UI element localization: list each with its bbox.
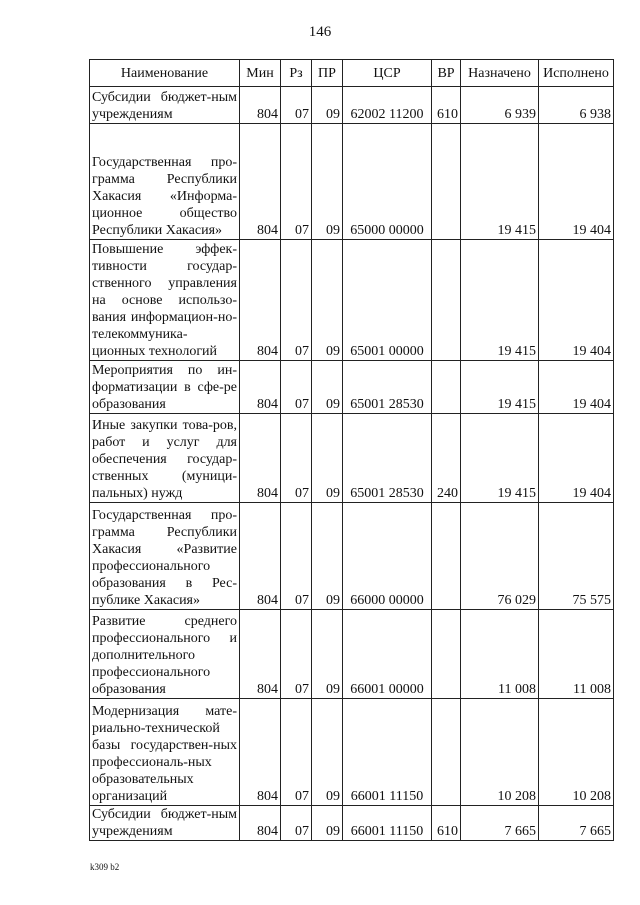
cell-min: 804 [240, 414, 281, 503]
cell-csr: 66001 00000 [343, 610, 432, 699]
table-row [90, 699, 614, 806]
cell-executed: 6 938 [539, 87, 614, 124]
cell-rz: 07 [281, 240, 312, 361]
cell-assigned: 19 415 [461, 124, 539, 240]
header-min: Мин [240, 60, 281, 87]
header-pr: ПР [312, 60, 343, 87]
cell-min: 804 [240, 806, 281, 841]
cell-rz: 07 [281, 699, 312, 806]
cell-executed: 19 404 [539, 240, 614, 361]
cell-rz: 07 [281, 503, 312, 610]
cell-assigned: 19 415 [461, 240, 539, 361]
cell-name: Модернизация мате-риально-технической базы государствен-ных профессиональ-ных образовательных организаций [90, 699, 240, 806]
cell-csr: 66001 11150 [343, 699, 432, 806]
table-row [90, 124, 614, 240]
cell-vr: 610 [432, 87, 461, 124]
cell-executed: 75 575 [539, 503, 614, 610]
cell-rz: 07 [281, 87, 312, 124]
table-row [90, 87, 614, 124]
cell-assigned: 19 415 [461, 414, 539, 503]
cell-name: Повышение эффек-тивности государ-ственного управления на основе использо-вания информацион-но-телекоммуника-ционных технологий [90, 240, 240, 361]
cell-min: 804 [240, 240, 281, 361]
cell-min: 804 [240, 503, 281, 610]
cell-csr: 65001 28530 [343, 361, 432, 414]
cell-vr [432, 124, 461, 240]
cell-assigned: 76 029 [461, 503, 539, 610]
cell-pr: 09 [312, 806, 343, 841]
cell-vr [432, 610, 461, 699]
cell-executed: 11 008 [539, 610, 614, 699]
budget-table [89, 59, 614, 841]
cell-executed: 19 404 [539, 414, 614, 503]
cell-name: Государственная про-грамма Республики Хакасия «Информа-ционное общество Республики Хакасия» [90, 124, 240, 240]
cell-executed: 19 404 [539, 124, 614, 240]
cell-rz: 07 [281, 414, 312, 503]
cell-min: 804 [240, 610, 281, 699]
cell-pr: 09 [312, 361, 343, 414]
cell-vr: 610 [432, 806, 461, 841]
table-body [90, 87, 614, 841]
cell-rz: 07 [281, 124, 312, 240]
cell-assigned: 6 939 [461, 87, 539, 124]
cell-name: Иные закупки това-ров, работ и услуг для обеспечения государ-ственных (муници-пальных) нужд [90, 414, 240, 503]
cell-name: Развитие среднего профессионального и дополнительного профессионального образования [90, 610, 240, 699]
cell-vr [432, 699, 461, 806]
cell-assigned: 11 008 [461, 610, 539, 699]
cell-min: 804 [240, 124, 281, 240]
table-row [90, 240, 614, 361]
cell-vr: 240 [432, 414, 461, 503]
cell-rz: 07 [281, 361, 312, 414]
cell-csr: 66000 00000 [343, 503, 432, 610]
header-rz: Рз [281, 60, 312, 87]
table-row [90, 503, 614, 610]
cell-pr: 09 [312, 414, 343, 503]
table-row [90, 610, 614, 699]
footer-code: k309 b2 [90, 862, 120, 872]
cell-pr: 09 [312, 87, 343, 124]
page-number: 146 [308, 24, 332, 40]
cell-csr: 66001 11150 [343, 806, 432, 841]
cell-pr: 09 [312, 240, 343, 361]
cell-rz: 07 [281, 610, 312, 699]
cell-pr: 09 [312, 610, 343, 699]
cell-executed: 19 404 [539, 361, 614, 414]
cell-assigned: 19 415 [461, 361, 539, 414]
cell-pr: 09 [312, 699, 343, 806]
header-vr: ВР [432, 60, 461, 87]
cell-min: 804 [240, 699, 281, 806]
cell-executed: 10 208 [539, 699, 614, 806]
cell-csr: 65000 00000 [343, 124, 432, 240]
cell-executed: 7 665 [539, 806, 614, 841]
cell-assigned: 10 208 [461, 699, 539, 806]
cell-rz: 07 [281, 806, 312, 841]
cell-csr: 62002 11200 [343, 87, 432, 124]
cell-name: Мероприятия по ин-форматизации в сфе-ре образования [90, 361, 240, 414]
cell-pr: 09 [312, 124, 343, 240]
cell-min: 804 [240, 361, 281, 414]
header-name: Наименование [90, 60, 240, 87]
cell-assigned: 7 665 [461, 806, 539, 841]
table-header-row [90, 60, 614, 87]
header-csr: ЦСР [343, 60, 432, 87]
cell-csr: 65001 00000 [343, 240, 432, 361]
table-row [90, 361, 614, 414]
cell-name: Субсидии бюджет-ным учреждениям [90, 87, 240, 124]
header-executed: Исполнено [539, 60, 614, 87]
cell-min: 804 [240, 87, 281, 124]
cell-name: Государственная про-грамма Республики Хакасия «Развитие профессионального образования в Рес-публике Хакасия» [90, 503, 240, 610]
cell-name: Субсидии бюджет-ным учреждениям [90, 806, 240, 841]
header-assigned: Назначено [461, 60, 539, 87]
cell-vr [432, 240, 461, 361]
table-row [90, 806, 614, 841]
cell-vr [432, 503, 461, 610]
cell-pr: 09 [312, 503, 343, 610]
table-row [90, 414, 614, 503]
cell-vr [432, 361, 461, 414]
cell-csr: 65001 28530 [343, 414, 432, 503]
